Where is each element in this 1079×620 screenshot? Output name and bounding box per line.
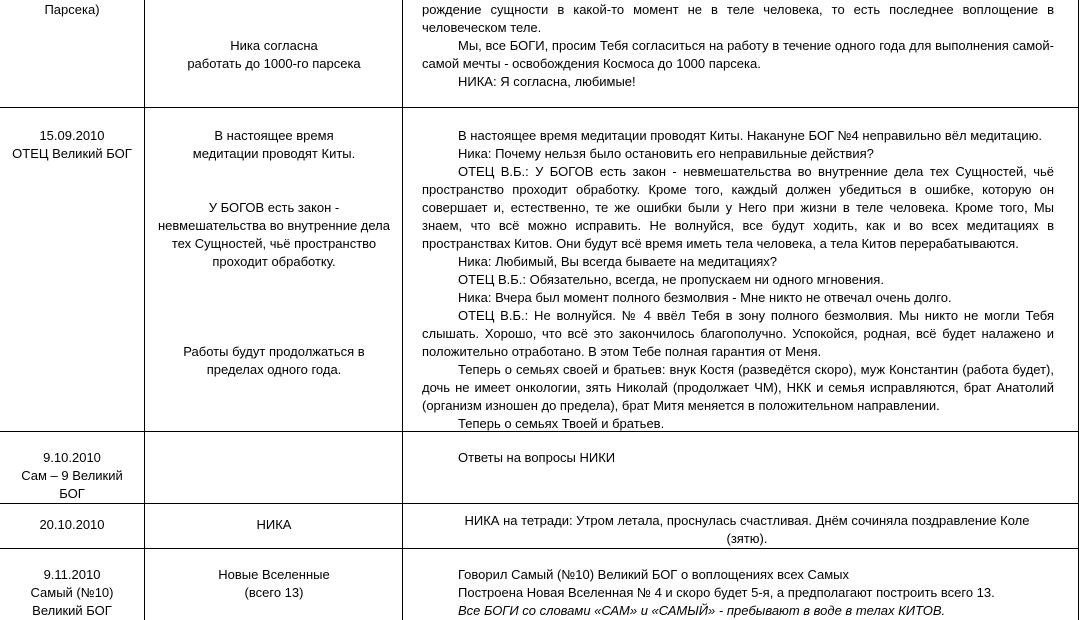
summary-line: Новые Вселенные (218, 567, 330, 582)
text-paragraph: Теперь о семьях Твоей и братьев. (458, 416, 665, 431)
summary-line: тех Сущностей, чьё пространство (171, 236, 377, 251)
row-date (0, 566, 144, 620)
row-date (0, 1, 144, 19)
date-line: 20.10.2010 (39, 517, 105, 532)
summary-line: В настоящее время (214, 128, 334, 143)
summary-line: проходит обработку. (212, 254, 336, 269)
author-line: ОТЕЦ Великий БОГ (12, 146, 132, 161)
row-summary (146, 37, 402, 73)
summary-line: пределах одного года. (206, 362, 342, 377)
summary-line: Ника согласна (230, 38, 318, 53)
text-paragraph: ОТЕЦ В.Б.: Не волнуйся. № 4 ввёл Тебя в зону полного безмолвия. Мы никто не могли Тебя слышать. Хорошо, что всё это закончилось благополучно. Успокойся, родная, всё будет налажено и положительно отработано. В этом Тебе полная гарантия от Меня. (422, 308, 1054, 359)
author-line: Самый (№10) (30, 585, 114, 600)
summary-line: работать до 1000-го парсека (187, 56, 361, 71)
column-divider (402, 0, 403, 620)
text-paragraph: ОТЕЦ В.Б.: У БОГОВ есть закон - невмешательства во внутренние дела тех Сущностей, чьё пространство проходит обработку. Кроме того, каждый должен убедиться в ошибке, которую он совершает и, естественно, те же ошибки были у Него при жизни в теле человека. Кроме того, Мы знаем, что всё можно исправить. Не волнуйся, все будут ходить, как и во всех медитациях в пространствах Китов. Они будут всё время иметь тела человека, а тела Китов перерабатываются. (422, 164, 1054, 251)
row-date (0, 516, 144, 534)
row-text (422, 127, 1054, 433)
summary-line: У БОГОВ есть закон - (208, 200, 340, 215)
row-divider (0, 503, 1079, 504)
text-paragraph: Теперь о семьях своей и братьев: внук Костя (разведётся скоро), муж Константин (работа будет), дочь не имеет онкологии, зять Николай (продолжает ЧМ), НКК и семья исправляются, брат Анатолий (организм изношен до предела), брат Митя меняется в положительном направлении. (422, 362, 1054, 413)
summary-line: невмешательства во внутренние дела (158, 218, 390, 233)
text-paragraph: НИКА: Я согласна, любимые! (458, 74, 636, 89)
text-paragraph: Все БОГИ со словами «САМ» и «САМЫЙ» - пребывают в воде в телах КИТОВ. (458, 603, 946, 618)
text-paragraph: Ника: Вчера был момент полного безмолвия - Мне никто не отвечал очень долго. (458, 290, 952, 305)
row-date (0, 449, 144, 503)
text-paragraph: Ника: Почему нельзя было остановить его неправильные действия? (458, 146, 874, 161)
author-line: БОГ (59, 486, 85, 501)
summary-line: медитации проводят Киты. (192, 146, 356, 161)
text-paragraph: Мы, все БОГИ, просим Тебя согласиться на работу в течение одного года для выполнения самой-самой мечты - освобождения Космоса до 1000 парсека. (422, 38, 1054, 71)
text-paragraph: (зятю). (726, 531, 768, 546)
column-divider (144, 0, 145, 620)
date-line: 9.10.2010 (43, 450, 101, 465)
text-paragraph: ОТЕЦ В.Б.: Обязательно, всегда, не пропускаем ни одного мгновения. (458, 272, 884, 287)
text-paragraph: НИКА на тетради: Утром летала, проснулась счастливая. Днём сочиняла поздравление Коле (464, 513, 1030, 528)
row-divider (0, 107, 1079, 108)
date-line: 15.09.2010 (39, 128, 105, 143)
row-text (422, 1, 1054, 91)
row-summary (146, 199, 402, 271)
summary-line: (всего 13) (244, 585, 304, 600)
text-paragraph: рождение сущности в какой-то момент не в теле человека, то есть последнее воплощение в человеческом теле. (422, 2, 1054, 35)
text-paragraph: Построена Новая Вселенная № 4 и скоро будет 5-я, а предполагают построить всего 13. (458, 585, 995, 600)
row-summary (146, 127, 402, 163)
text-paragraph: Говорил Самый (№10) Великий БОГ о воплощениях всех Самых (458, 567, 850, 582)
text-paragraph: Ника: Любимый, Вы всегда бываете на медитациях? (458, 254, 778, 269)
row-divider (0, 548, 1079, 549)
text-paragraph: В настоящее время медитации проводят Киты. Накануне БОГ №4 неправильно вёл медитацию. (458, 128, 1043, 143)
row-summary (146, 516, 402, 534)
author-line: Сам – 9 Великий (21, 468, 123, 483)
date-line: 9.11.2010 (43, 567, 101, 582)
author-line: Великий БОГ (32, 603, 112, 618)
row-date (0, 127, 144, 163)
summary-line: Работы будут продолжаться в (183, 344, 365, 359)
row-text (422, 449, 1054, 467)
date-line: Парсека) (44, 2, 100, 17)
row-summary (146, 566, 402, 602)
text-paragraph: Ответы на вопросы НИКИ (458, 450, 616, 465)
summary-line: НИКА (256, 517, 292, 532)
row-text (422, 566, 1054, 620)
row-text (422, 512, 1072, 548)
row-summary (146, 343, 402, 379)
